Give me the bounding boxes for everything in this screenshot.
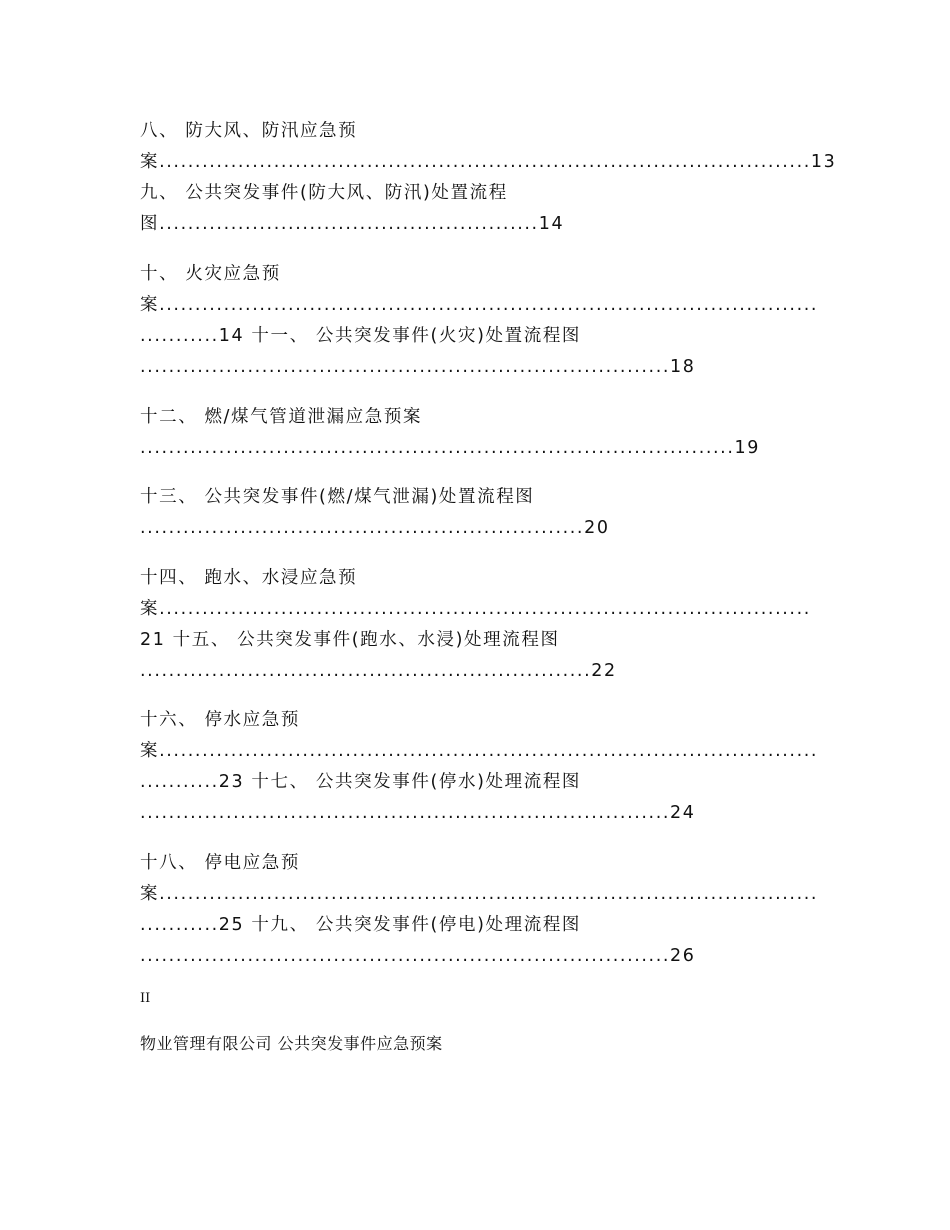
toc-heading-19[interactable]: ...........25 十九、 公共突发事件(停电)处理流程图 — [140, 915, 582, 935]
toc-dots-8[interactable]: 案...........................................................................................13 — [140, 152, 837, 172]
toc-heading-18[interactable]: 十八、 停电应急预 — [140, 853, 300, 873]
toc-dots-19[interactable]: ..........................................................................26 — [140, 946, 696, 966]
toc-heading-15[interactable]: 21 十五、 公共突发事件(跑水、水浸)处理流程图 — [140, 630, 560, 650]
document-footer: 物业管理有限公司 公共突发事件应急预案 — [140, 1034, 443, 1053]
toc-heading-17[interactable]: ...........23 十七、 公共突发事件(停水)处理流程图 — [140, 772, 582, 792]
toc-dots-15[interactable]: ...............................................................22 — [140, 661, 617, 681]
toc-dots-9[interactable]: 图.....................................................14 — [140, 214, 565, 234]
toc-heading-9[interactable]: 九、 公共突发事件(防大风、防汛)处置流程 — [140, 183, 508, 203]
page-number: II — [140, 991, 151, 1006]
toc-dots-13[interactable]: ..............................................................20 — [140, 518, 610, 538]
toc-heading-14[interactable]: 十四、 跑水、水浸应急预 — [140, 568, 358, 588]
toc-heading-13[interactable]: 十三、 公共突发事件(燃/煤气泄漏)处置流程图 — [140, 487, 535, 507]
toc-dots-16[interactable]: 案............................................................................................ — [140, 741, 819, 761]
toc-dots-17[interactable]: ..........................................................................24 — [140, 803, 696, 823]
toc-dots-14[interactable]: 案........................................................................................... — [140, 599, 811, 619]
toc-heading-10[interactable]: 十、 火灾应急预 — [140, 264, 281, 284]
toc-heading-11[interactable]: ...........14 十一、 公共突发事件(火灾)处置流程图 — [140, 326, 582, 346]
toc-dots-18[interactable]: 案............................................................................................ — [140, 884, 819, 904]
toc-heading-12[interactable]: 十二、 燃/煤气管道泄漏应急预案 — [140, 407, 423, 427]
toc-heading-16[interactable]: 十六、 停水应急预 — [140, 710, 300, 730]
toc-heading-8[interactable]: 八、 防大风、防汛应急预 — [140, 121, 358, 141]
toc-dots-10[interactable]: 案............................................................................................ — [140, 295, 819, 315]
toc-dots-12[interactable]: ...................................................................................19 — [140, 438, 760, 458]
toc-dots-11[interactable]: ..........................................................................18 — [140, 357, 696, 377]
